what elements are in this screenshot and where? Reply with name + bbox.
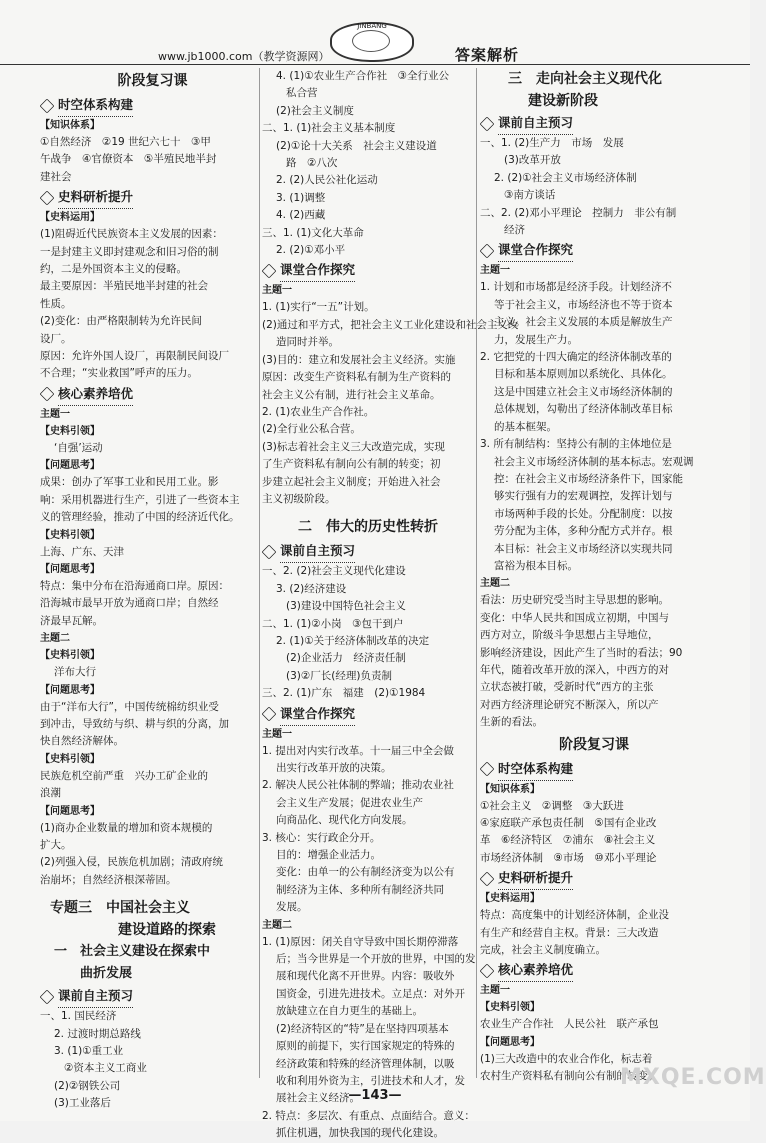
subheading: 课堂合作探究 [262,703,474,726]
diamond-icon [480,116,495,131]
text-line: 1. 计划和市场都是经济手段。计划经济不 [480,281,672,294]
text-line: 响：采用机器进行生产，引进了一些资本主 [40,493,240,506]
text-line: 扩大。 [40,838,72,851]
text-line: (2)企业活力 经济责任制 [286,652,406,665]
label: 【问题思考】 [40,684,100,696]
topic-title-line2: 建设道路的探索 [118,922,216,939]
text-line: 原因：改变生产资料私有制为生产资料的 [262,371,451,384]
text-line: 建社会 [40,170,72,183]
section-heading: 二 伟大的历史性转折 [298,519,438,536]
text-line: 主义。社会主义发展的本质是解放生产 [494,316,673,329]
label: 【问题思考】 [480,1036,540,1048]
label: 【问题思考】 [40,563,100,575]
text-line: 由于“洋布大行”，中国传统棉纺织业受 [40,700,219,713]
text-line: 立状态被打破，受新时代“西方的主张 [480,681,654,694]
text-line: 约，二是外国资本主义的侵略。 [40,263,187,276]
subheading: 课堂合作探究 [480,239,708,262]
text-line: 经济政策和特殊的经济管理体制，以吸 [276,1057,455,1070]
text-line: 主义初级阶段。 [262,492,336,505]
text-line: 富裕为根本目标。 [494,559,578,572]
text-line: 2. (2)①邓小平 [276,244,346,257]
text-line: 一是封建主义即封建观念和旧习俗的制 [40,245,219,258]
text-line: 2. (1)农业生产合作社。 [262,405,375,418]
text-line: 造同时并举。 [276,336,339,349]
text-line: 二、2. (2)邓小平理论 控制力 非公有制 [480,206,677,219]
text-line: 性质。 [40,297,72,310]
label: 【知识体系】 [480,783,540,795]
text-line: 沿海城市最早开放为通商口岸；自然经 [40,597,219,610]
diamond-icon [40,989,55,1004]
text-line: 4. (1)①农业生产合作社 ③全行业公 [276,70,450,82]
section-title: 阶段复习课 [117,73,188,89]
text-line: 一、2. (2)社会主义现代化建设 [262,565,406,578]
text-line: 到冲击，导致纺与织、耕与织的分离，加 [40,717,229,730]
label: 【史料运用】 [40,212,100,224]
text-line: 三、2. (1)广东 福建 (2)①1984 [262,687,426,700]
text-line: 浪潮 [40,787,61,800]
page-header [0,22,750,64]
page-number: —143— [348,1088,402,1103]
text-line: (1)商办企业数量的增加和资本规模的 [40,821,213,834]
diamond-icon [262,707,277,722]
topic-label: 主题二 [480,578,510,590]
text-line: 抓住机遇，加快我国的现代化建设。 [276,1127,444,1140]
section-heading: 一 社会主义建设在探索中 [54,944,211,960]
diamond-icon [40,387,55,402]
text-line: (2)变化：由严格限制转为允许民间 [40,315,202,328]
text-line: 民族危机空前严重 兴办工矿企业的 [40,769,208,782]
logo [330,22,414,62]
subheading: 核心素养培优 [480,959,708,982]
text-line: ①自然经济 ②19 世纪六七十 ③甲 [40,136,211,148]
text-line: 完成，社会主义制度确立。 [480,944,606,957]
text-line: (2)经济特区的“特”是在坚持四项基本 [276,1022,449,1035]
text-line: 步建立起社会主义制度；开始进入社会 [262,475,441,488]
text-line: (3)改革开放 [504,154,561,167]
text-line: 经济 [504,224,525,237]
text-line: 原因：允许外国人设厂，再限制民间设厂 [40,350,229,363]
text-line: 2. 解决人民公社体制的弊端；推动农业社 [262,779,454,792]
topic-label: 主题一 [480,985,510,997]
label: 【史料引领】 [480,1002,540,1014]
text-line: 3. (2)经济建设 [276,582,347,595]
text-line: 2. 它把党的十四大确定的经济体制改革的 [480,351,672,364]
text-line: 2. (2)①社会主义市场经济体制 [494,171,637,184]
label: 【史料运用】 [480,893,540,905]
diamond-icon [480,964,495,979]
logo-text: JINBANG [357,22,387,30]
watermark: MXQE.COM [620,1065,766,1090]
text-line: 济最早瓦解。 [40,614,103,627]
text-line: 展和现代化离不开世界。内容：吸收外 [276,970,455,983]
column-3 [480,68,708,1086]
subheading: 核心素养培优 [40,383,265,406]
diamond-icon [262,264,277,279]
text-line: 社会主义公有制，进行社会主义革命。 [262,388,441,401]
text-line: 原则的前提下，实行国家规定的特殊的 [276,1040,455,1053]
text-line: (2)列强入侵，民族危机加剧；清政府统 [40,856,223,869]
text-line: 特点：集中分布在沿海通商口岸。原因： [40,579,229,592]
text-line: 特点：高度集中的计划经济体制，企业没 [480,909,669,922]
text-line: 2. 特点：多层次、有重点、点面结合。意义： [262,1109,475,1122]
subheading: 时空体系构建 [40,94,265,117]
text-line: 市场经济体制 ⑨市场 ⑩邓小平理论 [480,851,657,864]
text-line: 不合理；“实业救国”呼声的压力。 [40,367,198,380]
text-line: 成果：创办了军事工业和民用工业。影 [40,476,219,489]
text-line: 这是中国建立社会主义市场经济体制的 [494,385,673,398]
text-line: (2)通过和平方式，把社会主义工业化建设和社会主义改 [262,318,519,331]
text-line: 1. 提出对内实行改革。十一届三中全会做 [262,744,454,757]
text-line: (3)建设中国特色社会主义 [286,600,406,613]
diamond-icon [480,762,495,777]
text-line: 变化：由单一的公有制经济变为以公有 [276,866,455,879]
text-line: 2. (2)人民公社化运动 [276,174,378,187]
text-line: 1. (1)实行“一五”计划。 [262,301,375,314]
text-line: 3. 所有制结构：坚持公有制的主体地位是 [480,438,672,451]
text-line: 最主要原因：半殖民地半封建的社会 [40,280,208,293]
text-line: (3)标志着社会主义三大改造完成，实现 [262,440,445,453]
diamond-icon [40,190,55,205]
text-line: 收和利用外资为主，引进技术和人才，发 [276,1074,465,1087]
text-line: (3)②厂长(经理)负责制 [286,669,392,682]
text-line: 劳分配为主体，多种分配方式并存。根 [494,525,673,538]
text-line: 农业生产合作社 人民公社 联产承包 [480,1018,659,1031]
text-line: 目的：增强企业活力。 [276,849,381,862]
text-line: 4. (2)西藏 [276,209,326,222]
text-line: 农村生产资料私有制向公有制的转变。 [480,1070,659,1083]
text-line: 设厂。 [40,332,72,345]
text-line: 3. (1)调整 [276,191,326,204]
text-line: 生新的看法。 [480,716,543,729]
text-line: 制经济为主体、多种所有制经济共同 [276,883,444,896]
text-line: 展社会主义经济。 [276,1092,360,1105]
label: 【史料引领】 [40,650,100,662]
topic-title: 专题三 中国社会主义 [50,900,190,917]
label: 【史料引领】 [40,425,100,437]
label: 【问题思考】 [40,805,100,817]
text-line: 革 ⑥经济特区 ⑦浦东 ⑧社会主义 [480,834,656,847]
text-line: (2)②钢铁公司 [54,1079,121,1092]
diamond-icon [40,98,55,113]
text-line: 放缺建立在自力更生的基础上。 [276,1005,423,1018]
topic-label: 主题一 [262,285,292,297]
label: 【史料引领】 [40,529,100,541]
section-heading: 三 走向社会主义现代化 [508,71,662,87]
text-line: 控：在社会主义市场经济条件下，国家能 [494,472,683,485]
text-line: 二、1. (1)社会主义基本制度 [262,122,396,135]
label: 【史料引领】 [40,753,100,765]
text-line: 的基本框架。 [494,420,557,433]
subheading: 史料研析提升 [40,186,265,209]
text-line: 义的管理经验，推动了中国的经济近代化。 [40,511,240,524]
header-title: 答案解析 [455,46,520,64]
text-line: 看法：历史研究受当时主导思想的影响。 [480,594,669,607]
text-line: 一、1. (2)生产力 市场 发展 [480,137,624,149]
column-1 [40,68,265,1113]
text-line: 三、1. (1)文化大革命 [262,226,364,239]
logo-emblem [352,30,390,52]
text-line: 午战争 ④官僚资本 ⑤半殖民地半封 [40,153,217,166]
text-line: 总体规划，勾勒出了经济体制改革目标 [494,403,673,416]
text-line: 后；当今世界是一个开放的世界，中国的发 [276,953,476,966]
text-line: 年代，随着改革开放的深入，中西方的对 [480,663,669,676]
text-line: 路 ②八次 [286,157,338,170]
text-line: ④家庭联产承包责任制 ⑤国有企业改 [480,817,657,829]
text-line: 对西方经济理论研究不断深入，所以产 [480,698,659,711]
label: 【问题思考】 [40,460,100,472]
text-line: 上海、广东、天津 [40,545,124,558]
text-line: 洋布大行 [54,666,96,679]
topic-label: 主题一 [262,728,292,740]
text-line: 目标和基本原则加以系统化、具体化。 [494,368,673,381]
text-line: 快自然经济解体。 [40,735,124,748]
topic-label: 主题一 [480,265,510,277]
diamond-icon [480,871,495,886]
diamond-icon [262,544,277,559]
text-line: 向商品化、现代化方向发展。 [276,814,413,827]
text-line: 西方对立，阶级斗争思想占主导地位， [480,629,659,642]
subheading: 课前自主预习 [480,112,708,135]
label: 【知识体系】 [40,120,100,131]
text-line: 影响经济建设，因此产生了当时的看法；90 [480,646,683,659]
subheading: 史料研析提升 [480,867,708,890]
text-line: 国资金，引进先进技术。立足点：对外开 [276,987,465,1000]
text-line: 1. (1)原因：闭关自守导致中国长期停滞落 [262,935,459,948]
text-line: 了生产资料私有制向公有制的转变；初 [262,458,441,471]
text-line: 2. 过渡时期总路线 [54,1027,141,1040]
section-title: 阶段复习课 [559,736,629,753]
text-line: 私合营 [286,87,318,100]
site-url: www.jb1000.com（教学资源网） [158,50,330,63]
column-divider [476,68,477,1078]
subheading: 课前自主预习 [262,540,474,563]
text-line: 一、1. 国民经济 [40,1010,117,1023]
text-line: 社会主义市场经济体制的基本标志。宏观调 [494,455,694,468]
section-heading-line2: 建设新阶段 [528,93,598,109]
topic-label: 主题二 [40,633,70,645]
text-line: 等于社会主义，市场经济也不等于资本 [494,298,673,311]
text-line: (3)工业落后 [54,1097,111,1110]
text-line: ‘自强’运动 [54,441,103,454]
text-line: 有生产和经营自主权。背景：三大改造 [480,926,659,939]
text-line: 3. (1)①重工业 [54,1045,124,1057]
header-rule [0,64,750,65]
section-heading-line2: 曲折发展 [80,966,133,982]
subheading: 课堂合作探究 [262,259,474,282]
text-line: 治崩坏；自然经济根深蒂固。 [40,873,177,886]
text-line: 本目标：社会主义市场经济以实现共同 [494,542,673,555]
text-line: (2)①论十大关系 社会主义建设道 [276,139,437,152]
text-line: 出实行改革开放的决策。 [276,762,392,774]
text-line: ①社会主义 ②调整 ③大跃进 [480,799,624,812]
topic-label: 主题一 [40,408,70,420]
text-line: 力，发展生产力。 [494,333,578,346]
text-line: ③南方谈话 [504,189,556,202]
text-line: 会主义生产发展；促进农业生产 [276,796,423,809]
diamond-icon [480,244,495,259]
topic-label: 主题二 [262,919,292,931]
text-line: (3)目的：建立和发展社会主义经济。实施 [262,353,456,366]
subheading: 时空体系构建 [480,758,708,781]
text-line: (1)三大改造中的农业合作化，标志着 [480,1052,653,1065]
text-line: 发展。 [276,901,308,914]
text-line: (2)全行业公私合营。 [262,423,361,436]
text-line: 市场两种手段的长处。分配制度：以按 [494,507,673,520]
text-line: ②资本主义工商业 [64,1062,147,1075]
text-line: 二、1. (1)②小岗 ③包干到户 [262,617,404,630]
text-line: 3. 核心：实行政企分开。 [262,831,381,844]
text-line: (2)社会主义制度 [276,104,354,117]
text-line: 够实行强有力的宏观调控，发挥计划与 [494,490,673,503]
text-line: (1)阻碍近代民族资本主义发展的因素： [40,228,223,241]
subheading: 课前自主预习 [40,985,265,1008]
text-line: 变化：中华人民共和国成立初期，中国与 [480,611,669,624]
text-line: 2. (1)①关于经济体制改革的决定 [276,634,430,647]
